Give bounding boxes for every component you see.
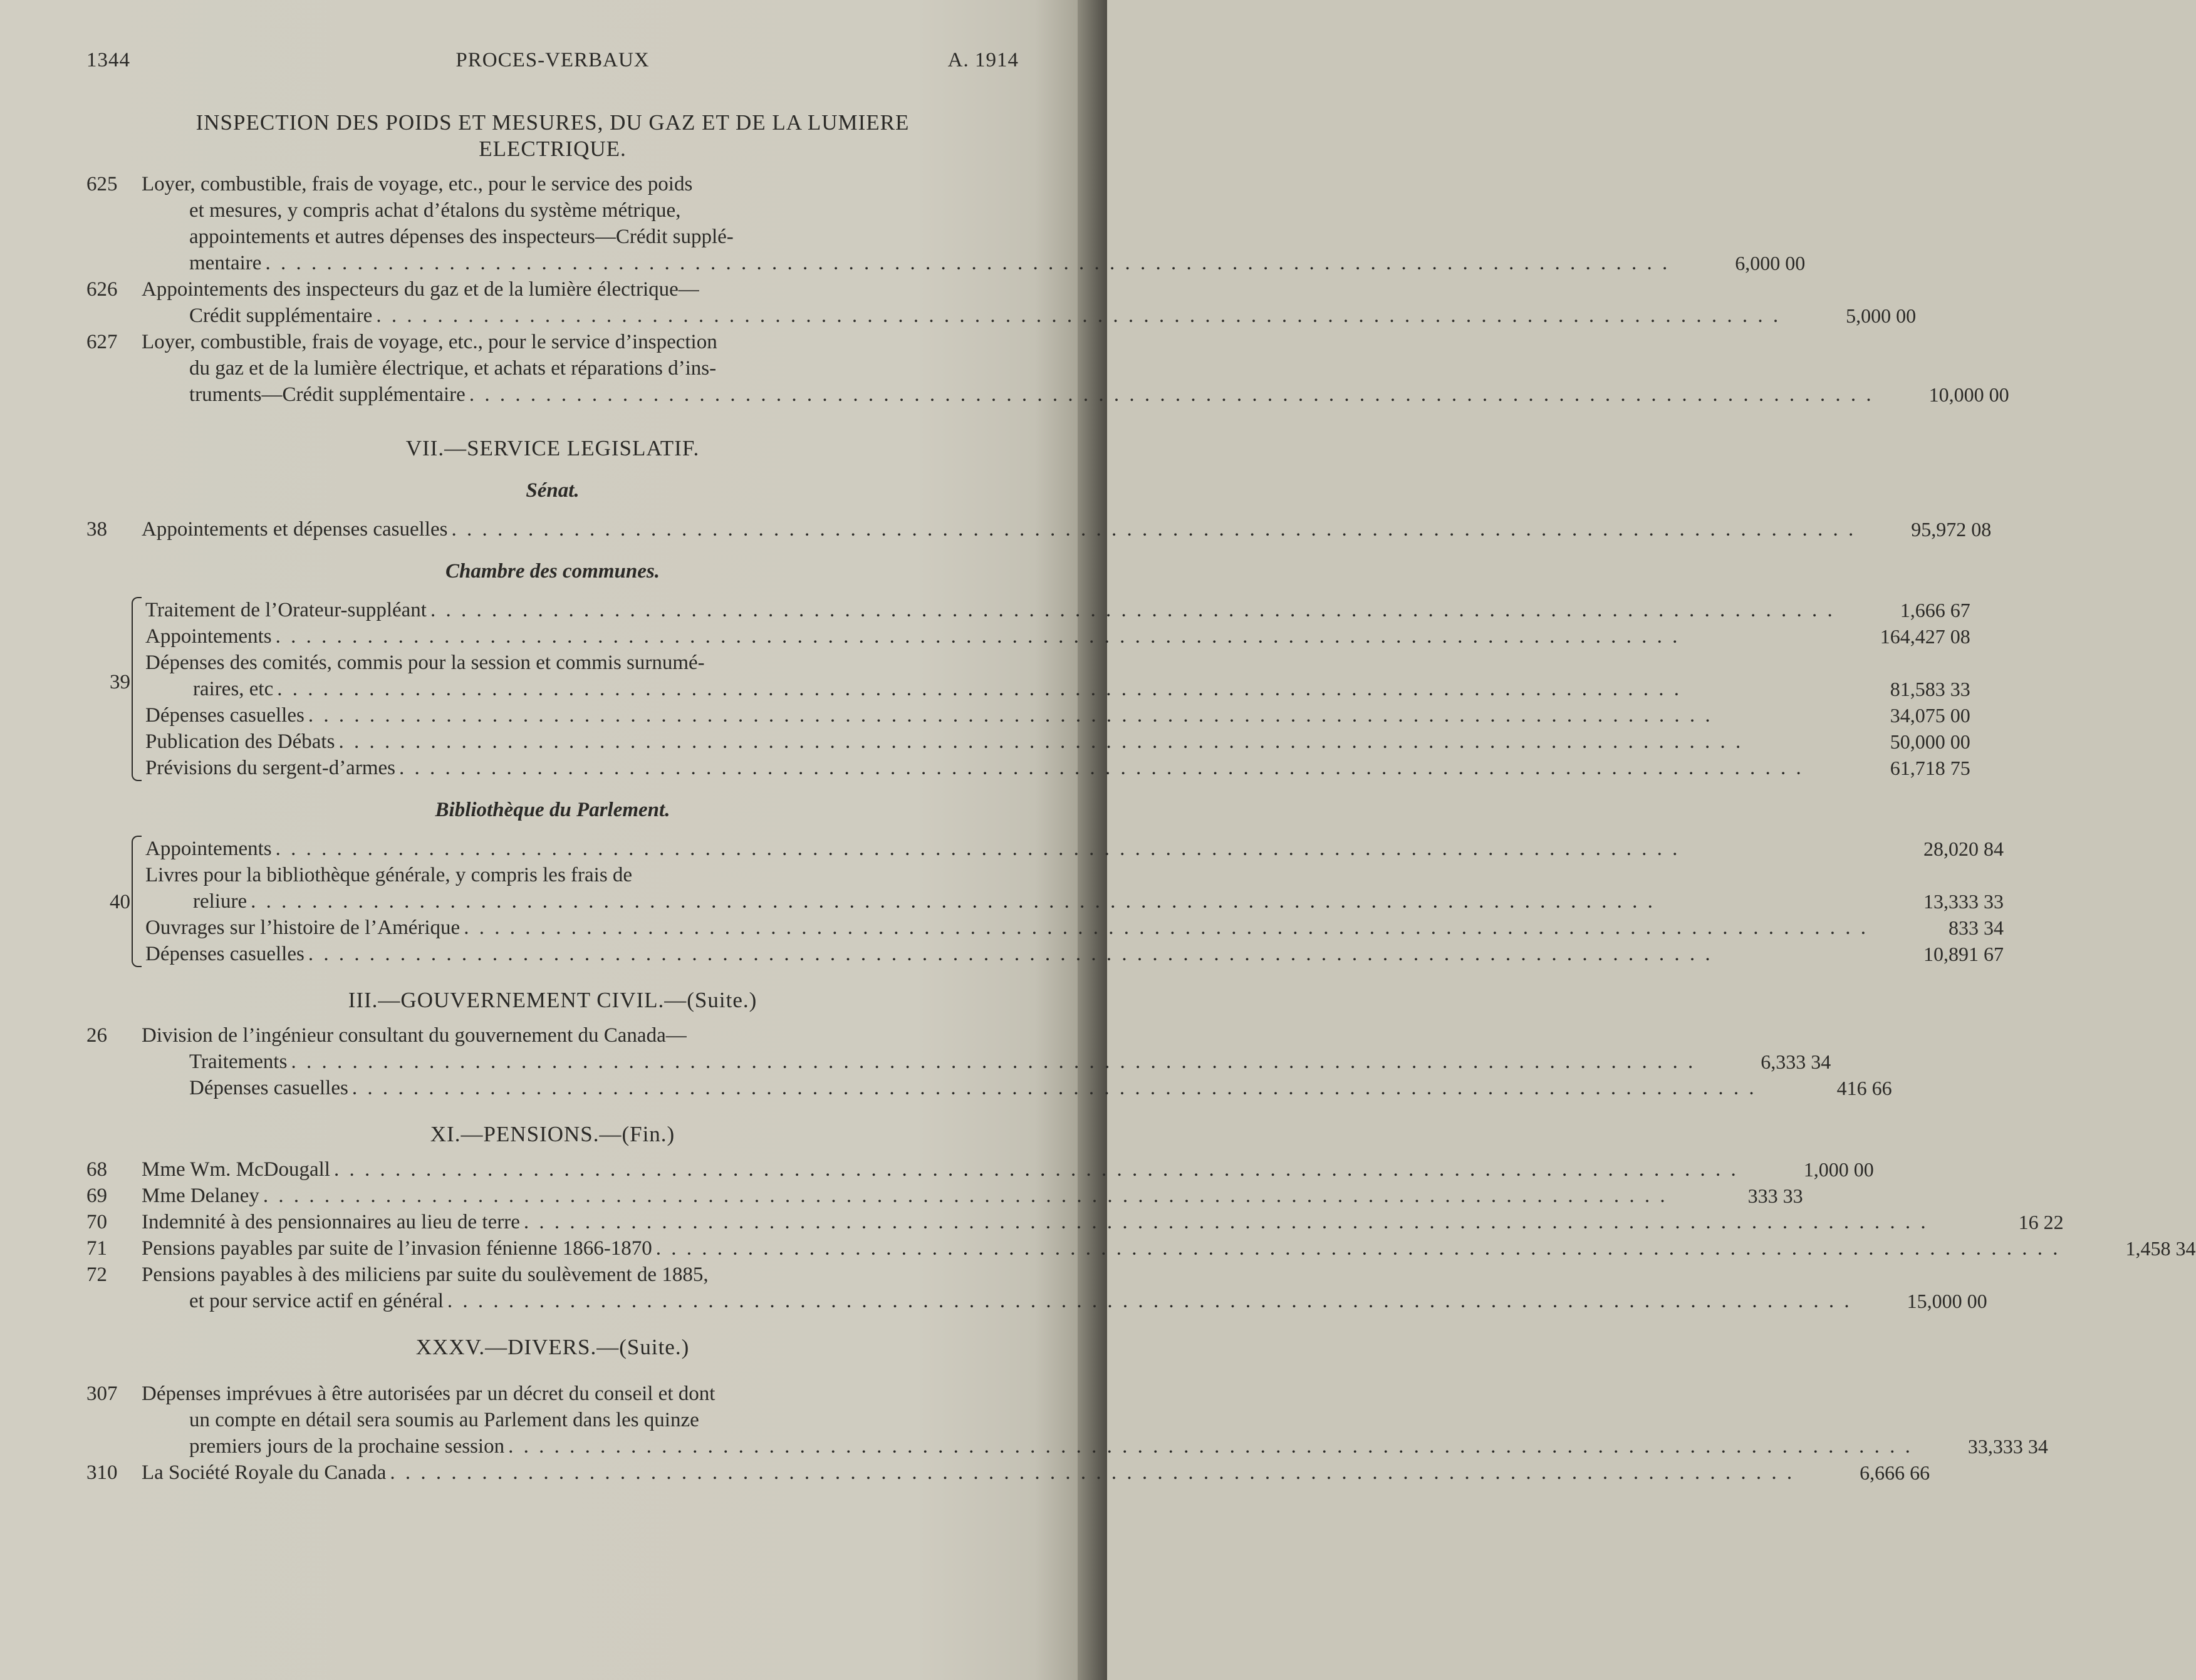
vote-item (86, 329, 2009, 408)
item-text: Crédit supplémentaire (189, 304, 373, 327)
vote-item (145, 755, 1970, 781)
item-amount: 833 34 (1948, 916, 2004, 939)
subsection-title: Sénat. (526, 479, 580, 502)
item-text: Dépenses imprévues à être autorisées par un décret du conseil et dont (142, 1382, 716, 1405)
vote-item (86, 1075, 1892, 1101)
item-amount: 61,718 75 (1890, 757, 1970, 779)
vote-item (145, 650, 1970, 702)
section-title: VII.—SERVICE LEGISLATIF. (405, 436, 700, 460)
item-amount: 10,000 00 (1928, 383, 2009, 406)
item-amount: 50,000 00 (1890, 730, 1970, 753)
vote-number: 26 (86, 1024, 107, 1047)
item-amount: 1,666 67 (1900, 599, 1970, 621)
item-text: Pensions payables par suite de l’invasion fénienne 1866-1870 (142, 1237, 652, 1260)
vote-number: 627 (86, 331, 118, 353)
vote-number: 38 (86, 518, 107, 541)
running-title: PROCES-VERBAUX (455, 49, 650, 71)
item-text: Traitement de l’Orateur-suppléant (145, 599, 427, 621)
vote-number: 626 (86, 278, 118, 301)
vote-number: 70 (86, 1211, 107, 1233)
vote-number: 39 (110, 671, 130, 693)
vote-item (86, 1209, 2064, 1235)
brace-bracket (132, 597, 142, 781)
item-text: Appointements des inspecteurs du gaz et de la lumière électrique— (142, 278, 699, 301)
item-text: Dépenses casuelles (189, 1077, 348, 1099)
item-amount: 1,458 34 (2125, 1237, 2196, 1260)
item-text: Dépenses casuelles (145, 704, 304, 727)
item-text: Prévisions du sergent-d’armes (145, 757, 395, 779)
vote-item (86, 171, 1806, 276)
vote-item (86, 516, 1992, 542)
item-text: Dépenses des comités, commis pour la session et commis surnumé- (145, 651, 705, 674)
vote-item (145, 915, 2004, 941)
item-amount: 6,333 34 (1761, 1050, 1831, 1073)
item-text: Mme Delaney (142, 1185, 259, 1207)
vote-item (86, 1262, 1987, 1314)
item-text: Mme Wm. McDougall (142, 1158, 330, 1181)
item-text: Appointements et dépenses casuelles (142, 518, 448, 541)
item-text: Indemnité à des pensionnaires au lieu de terre (142, 1211, 520, 1233)
item-text: et pour service actif en général (189, 1290, 444, 1312)
item-amount: 10,891 67 (1923, 943, 2004, 965)
page-header (86, 49, 1019, 76)
vote-item (145, 862, 2004, 915)
item-text: Appointements (145, 837, 272, 860)
item-text: premiers jours de la prochaine session (189, 1435, 505, 1458)
item-text: truments—Crédit supplémentaire (189, 383, 466, 406)
item-text: Division de l’ingénieur consultant du gouvernement du Canada— (142, 1024, 687, 1047)
item-amount: 5,000 00 (1846, 304, 1917, 327)
item-amount: 164,427 08 (1880, 625, 1970, 648)
vote-number: 310 (86, 1461, 118, 1484)
item-amount: 16 22 (2018, 1211, 2064, 1233)
item-amount: 6,666 66 (1860, 1461, 1930, 1484)
item-text: reliure (193, 890, 247, 913)
vote-item (145, 702, 1970, 729)
vote-item (86, 1156, 1874, 1183)
vote-number: 69 (86, 1185, 107, 1207)
vote-item (86, 1183, 1803, 1209)
item-amount: 333 33 (1747, 1185, 1803, 1207)
section-title: XXXV.—DIVERS.—(Suite.) (415, 1335, 690, 1359)
vote-item (145, 941, 2004, 967)
item-amount: 13,333 33 (1923, 890, 2004, 913)
vote-item (86, 1460, 1930, 1486)
item-text: Traitements (189, 1050, 288, 1073)
item-amount: 416 66 (1836, 1077, 1892, 1099)
item-text: et mesures, y compris achat d’étalons du système métrique, (189, 199, 681, 222)
vote-item (86, 276, 1917, 329)
brace-group (86, 597, 1970, 781)
vote-item (145, 623, 1970, 650)
brace-bracket (132, 836, 142, 967)
vote-number: 68 (86, 1158, 107, 1181)
item-amount: 1,000 00 (1803, 1158, 1874, 1181)
vote-item (86, 1022, 1019, 1049)
vote-number: 40 (110, 891, 130, 913)
page-number: 1344 (86, 49, 130, 71)
item-text: mentaire (189, 252, 262, 274)
section-title (86, 110, 1019, 162)
vote-item (145, 597, 1970, 623)
item-text: un compte en détail sera soumis au Parlement dans les quinze (189, 1409, 699, 1431)
item-text: du gaz et de la lumière électrique, et achats et réparations d’ins- (189, 357, 717, 380)
item-text: Loyer, combustible, frais de voyage, etc., pour le service d’inspection (142, 331, 717, 353)
vote-item (86, 1049, 1831, 1075)
item-text: Dépenses casuelles (145, 943, 304, 965)
subsection-title: Chambre des communes. (445, 560, 660, 583)
section-title-line: ELECTRIQUE. (479, 137, 627, 161)
item-text: Ouvrages sur l’histoire de l’Amérique (145, 916, 461, 939)
section-title: III.—GOUVERNEMENT CIVIL.—(Suite.) (348, 988, 757, 1012)
item-amount: 15,000 00 (1907, 1290, 1987, 1312)
vote-number: 307 (86, 1382, 118, 1405)
item-amount: 33,333 34 (1967, 1435, 2048, 1458)
section-title: XI.—PENSIONS.—(Fin.) (430, 1122, 675, 1146)
vote-item (145, 836, 2004, 862)
page-content (86, 110, 2196, 1486)
vote-number: 72 (86, 1263, 107, 1286)
item-text: appointements et autres dépenses des inspecteurs—Crédit supplé- (189, 226, 734, 248)
item-text: raires, etc (193, 678, 274, 700)
item-text: Appointements (145, 625, 272, 648)
item-amount: 28,020 84 (1923, 837, 2004, 860)
item-amount: 34,075 00 (1890, 704, 1970, 727)
section-title-line: INSPECTION DES POIDS ET MESURES, DU GAZ ET DE LA LUMIERE (195, 110, 910, 135)
year-label: A. 1914 (947, 49, 1019, 71)
item-amount: 6,000 00 (1735, 252, 1806, 274)
item-text: Loyer, combustible, frais de voyage, etc., pour le service des poids (142, 173, 693, 195)
vote-item (86, 1235, 2196, 1262)
item-text: La Société Royale du Canada (142, 1461, 387, 1484)
item-amount: 95,972 08 (1911, 518, 1992, 541)
item-text: Publication des Débats (145, 730, 335, 753)
vote-item (86, 1381, 2048, 1460)
vote-number: 625 (86, 173, 118, 195)
item-text: Livres pour la bibliothèque générale, y compris les frais de (145, 864, 633, 886)
subsection-title: Bibliothèque du Parlement. (435, 799, 670, 821)
vote-number: 71 (86, 1237, 107, 1260)
vote-item (145, 729, 1970, 755)
item-amount: 81,583 33 (1890, 678, 1970, 700)
brace-group (86, 836, 2004, 967)
item-text: Pensions payables à des miliciens par suite du soulèvement de 1885, (142, 1263, 709, 1286)
